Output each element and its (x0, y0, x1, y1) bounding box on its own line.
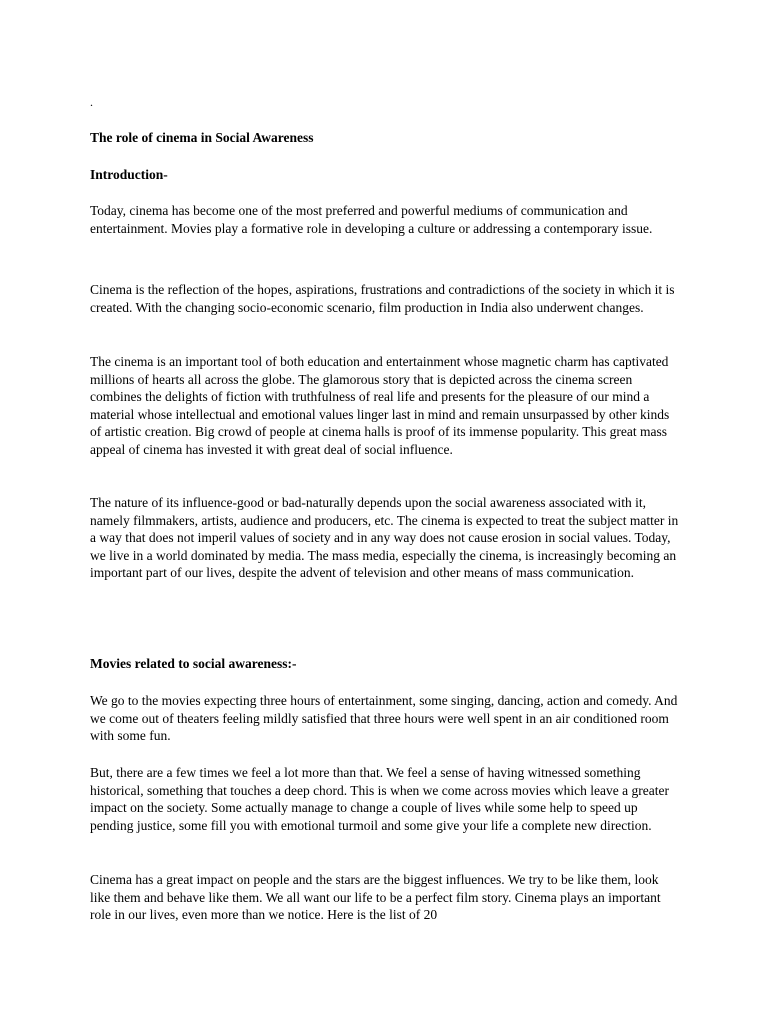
document-title: The role of cinema in Social Awareness (90, 130, 314, 145)
introduction-heading: Introduction- (90, 167, 168, 182)
movies-paragraph-3: Cinema has a great impact on people and the stars are the biggest influences. We try to be like them, look like them and behave like them. We all want our life to be a perfect film story. Cinema plays an important role in our lives, even more than we notice. Here is the list of 20 (90, 872, 661, 922)
movies-heading: Movies related to social awareness:- (90, 656, 297, 671)
stray-mark: . (90, 95, 93, 109)
paragraph-1: Today, cinema has become one of the most preferred and powerful mediums of communication and entertainment. Movies play a formative role in developing a culture or addressing a contemporary issue. (90, 203, 653, 236)
movies-paragraph-1: We go to the movies expecting three hours of entertainment, some singing, dancing, action and comedy. And we come out of theaters feeling mildly satisfied that three hours were well spent in an air conditioned room with some fun. (90, 693, 678, 743)
paragraph-3: The cinema is an important tool of both education and entertainment whose magnetic charm has captivated millions of hearts all across the globe. The glamorous story that is depicted across the cinema screen combines the delights of fiction with truthfulness of real life and presents for the pleasure of our mind a material whose intellectual and emotional values linger last in mind and remain unsurpassed by other kinds of artistic creation. Big crowd of people at cinema halls is proof of its immense popularity. This great mass appeal of cinema has invested it with great deal of social influence. (90, 354, 670, 457)
paragraph-4: The nature of its influence-good or bad-naturally depends upon the social awareness associated with it, namely filmmakers, artists, audience and producers, etc. The cinema is expected to treat the subject matter in a way that does not imperil values of society and in any way does not cause erosion in social values. Today, we live in a world dominated by media. The mass media, especially the cinema, is increasingly becoming an important part of our lives, despite the advent of television and other means of mass communication. (90, 495, 679, 580)
paragraph-2: Cinema is the reflection of the hopes, aspirations, frustrations and contradictions of the society in which it is created. With the changing socio-economic scenario, film production in India also underwent changes. (90, 282, 675, 315)
movies-paragraph-2: But, there are a few times we feel a lot more than that. We feel a sense of having witnessed something historical, something that touches a deep chord. This is when we come across movies which leave a greater impact on the society. Some actually manage to change a couple of lives while some help to speed up pending justice, some fill you with emotional turmoil and some give your life a complete new direction. (90, 765, 669, 833)
